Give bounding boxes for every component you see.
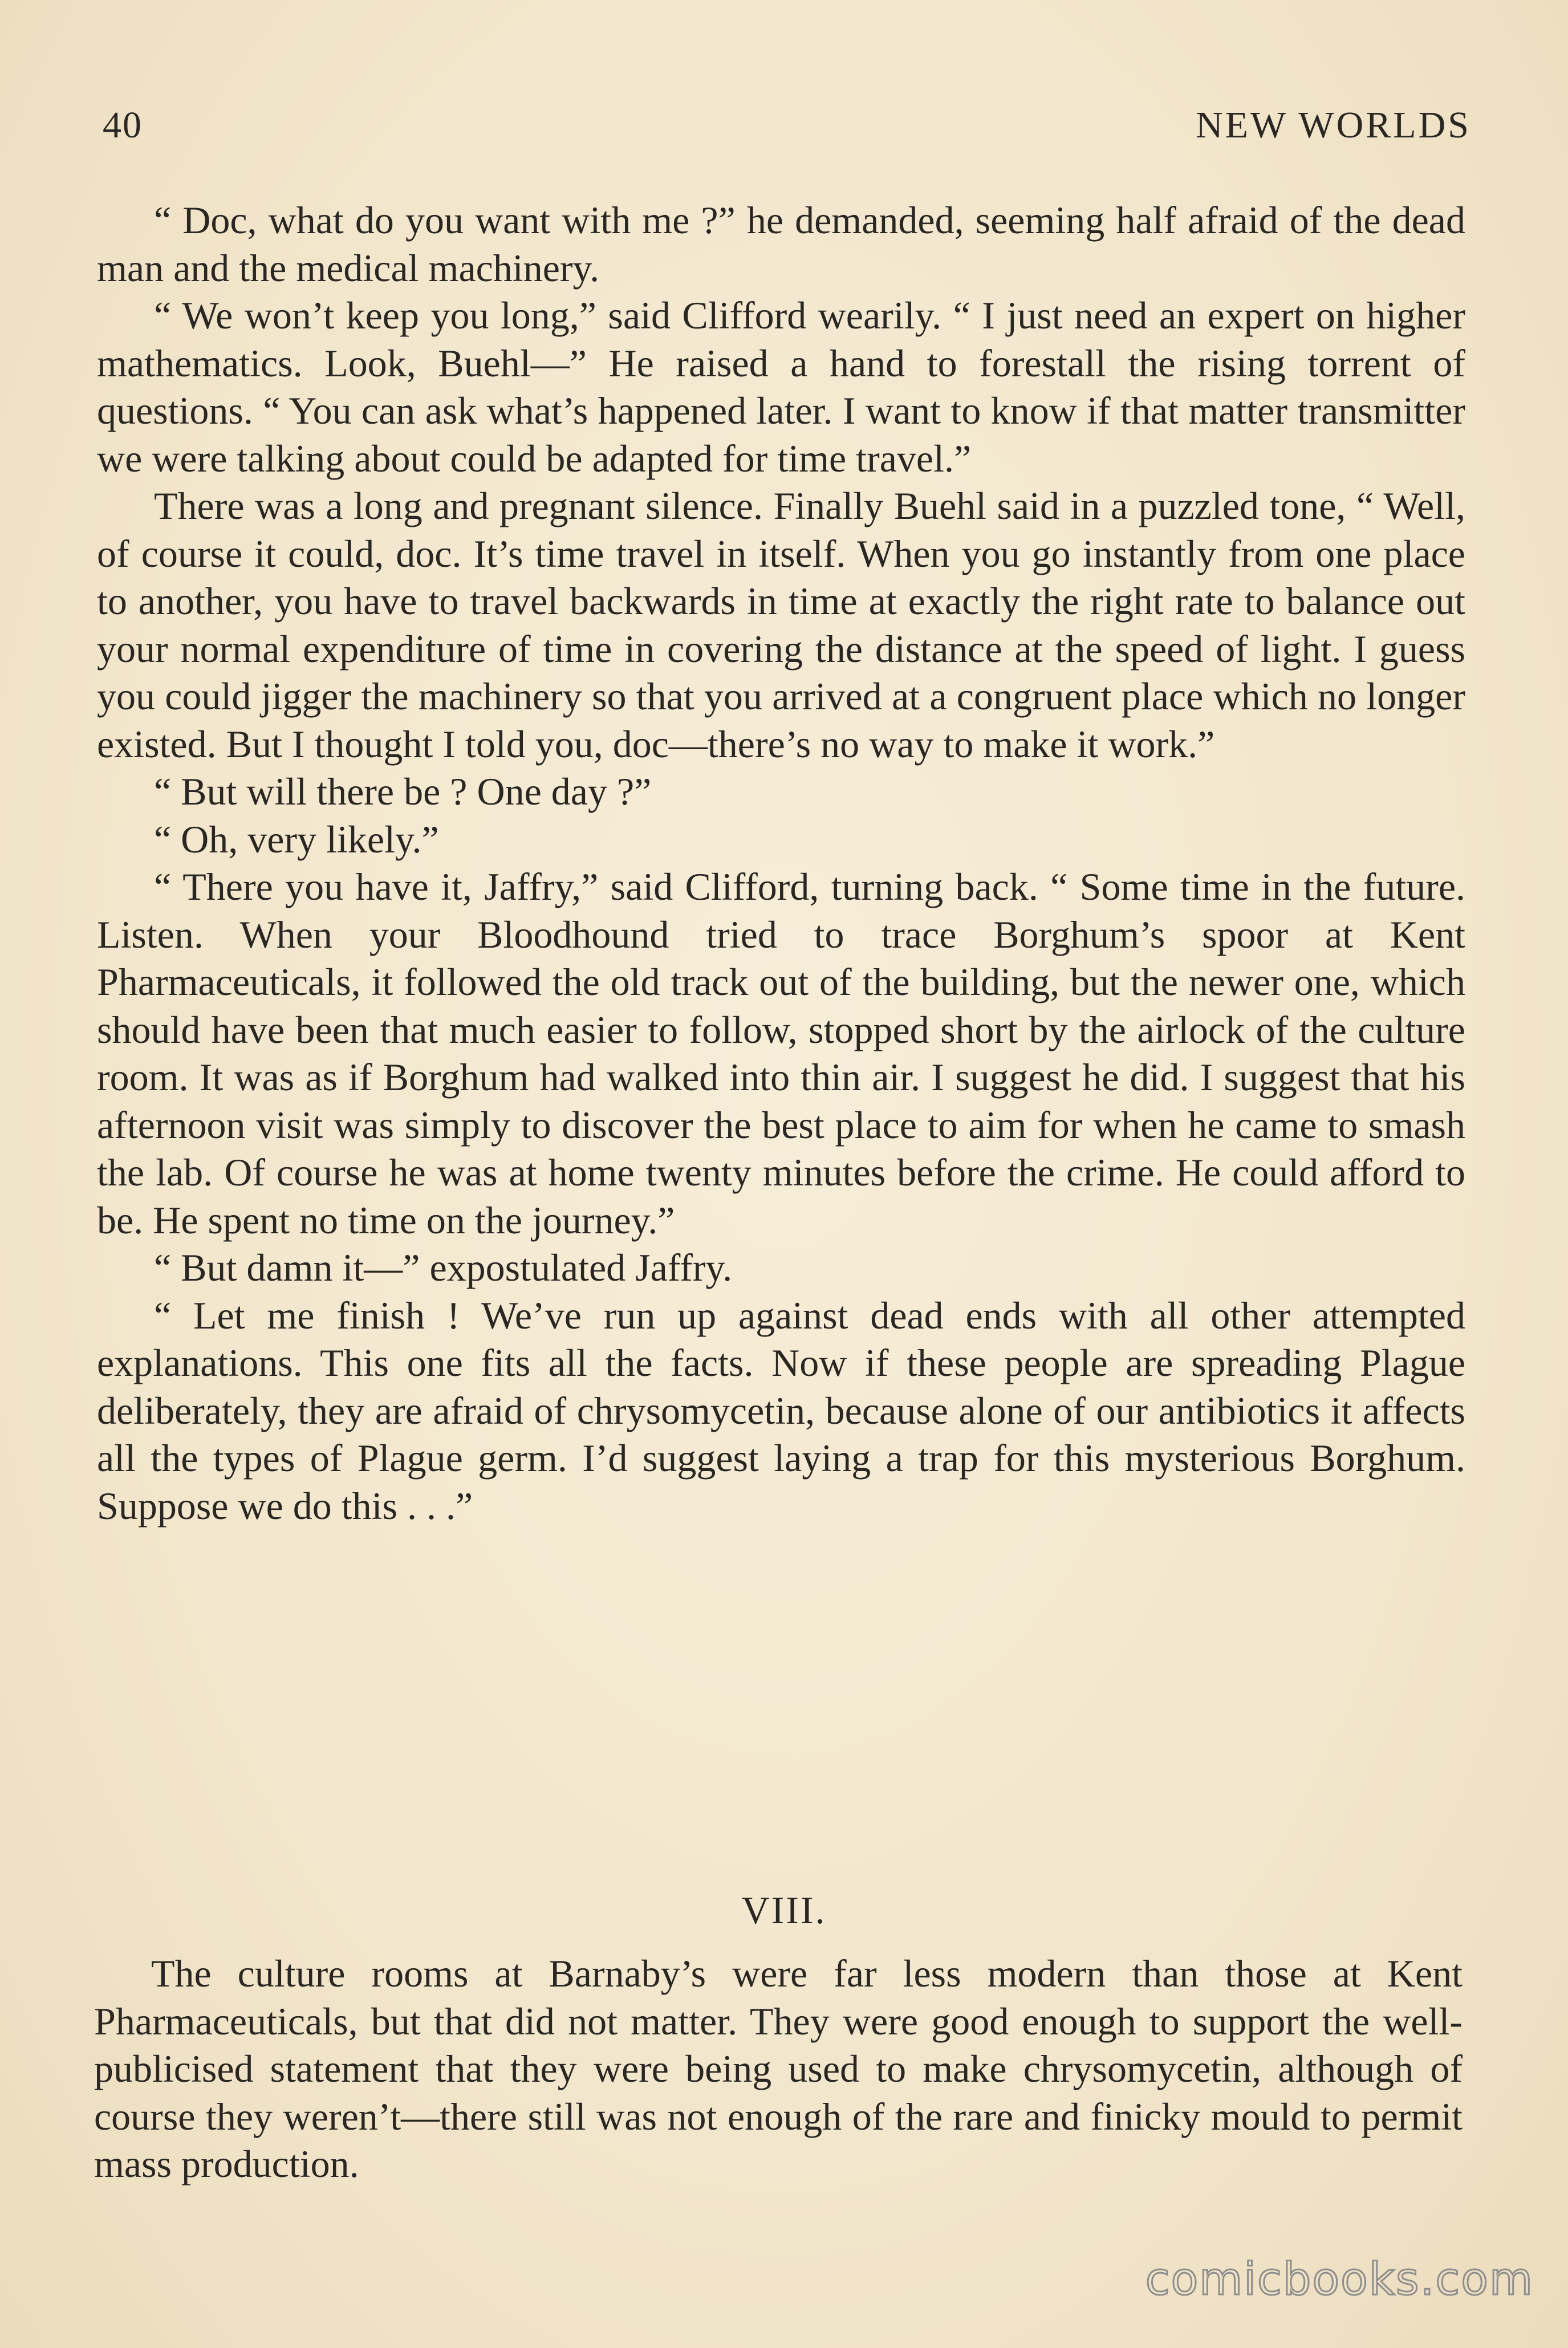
paragraph: “ Doc, what do you want with me ?” he demanded, seeming half afraid of the dead man and the medical machinery. — [97, 198, 1465, 290]
paragraph: The culture rooms at Barnaby’s were far less modern than those at Kent Pharmaceuticals, but that did not matter. They were good enough to support the well-publicised statement that they were being used to make chrysomycetin, although of course they weren’t—there still was not enough of the rare and finicky mould to permit mass production. — [94, 1952, 1463, 2185]
paragraph: “ We won’t keep you long,” said Clifford wearily. “ I just need an expert on higher mathematics. Look, Buehl—” He raised a hand to forestall the rising torrent of questions. “ You can ask what’s happened later. I want to know if that matter transmitter we were talking about could be adapted for time travel.” — [97, 294, 1465, 480]
paragraph: “ Let me finish ! We’ve run up against dead ends with all other attempted explanations. This one fits all the facts. Now if these people are spreading Plague deliberately, they are afraid of chrysomycetin, because alone of our antibiotics it affects all the types of Plague germ. I’d suggest laying a trap for this mysterious Borghum. Suppose we do this . . .” — [97, 1293, 1465, 1528]
watermark: comicbooks.com — [1145, 2254, 1534, 2305]
section-body-text — [94, 1950, 1463, 2188]
paragraph: “ There you have it, Jaffry,” said Clifford, turning back. “ Some time in the future. Listen. When your Bloodhound tried to trace Borghum’s spoor at Kent Pharmaceuticals, it followed the old track out of the building, but the newer one, which should have been that much easier to follow, stopped short by the airlock of the culture room. It was as if Borghum had walked into thin air. I suggest he did. I suggest that his afternoon visit was simply to discover the best place to aim for when he came to smash the lab. Of course he was at home twenty minutes before the crime. He could afford to be. He spent no time on the journey.” — [97, 865, 1465, 1242]
page-header — [103, 100, 1471, 151]
body-text — [97, 197, 1465, 1530]
section-heading: VIII. — [741, 1888, 827, 1932]
page-number: 40 — [103, 104, 143, 146]
running-title: NEW WORLDS — [1195, 104, 1471, 146]
paragraph: “ Oh, very likely.” — [154, 817, 439, 861]
paragraph: “ But damn it—” expostulated Jaffry. — [154, 1246, 733, 1289]
paragraph: There was a long and pregnant silence. Finally Buehl said in a puzzled tone, “ Well, of course it could, doc. It’s time travel in itself. When you go instantly from one place to another, you have to travel backwards in time at exactly the right rate to balance out your normal expenditure of time in covering the distance at the speed of light. I guess you could jigger the machinery so that you arrived at a congruent place which no longer existed. But I thought I told you, doc—there’s no way to make it work.” — [97, 484, 1465, 766]
paragraph: “ But will there be ? One day ?” — [154, 770, 652, 813]
